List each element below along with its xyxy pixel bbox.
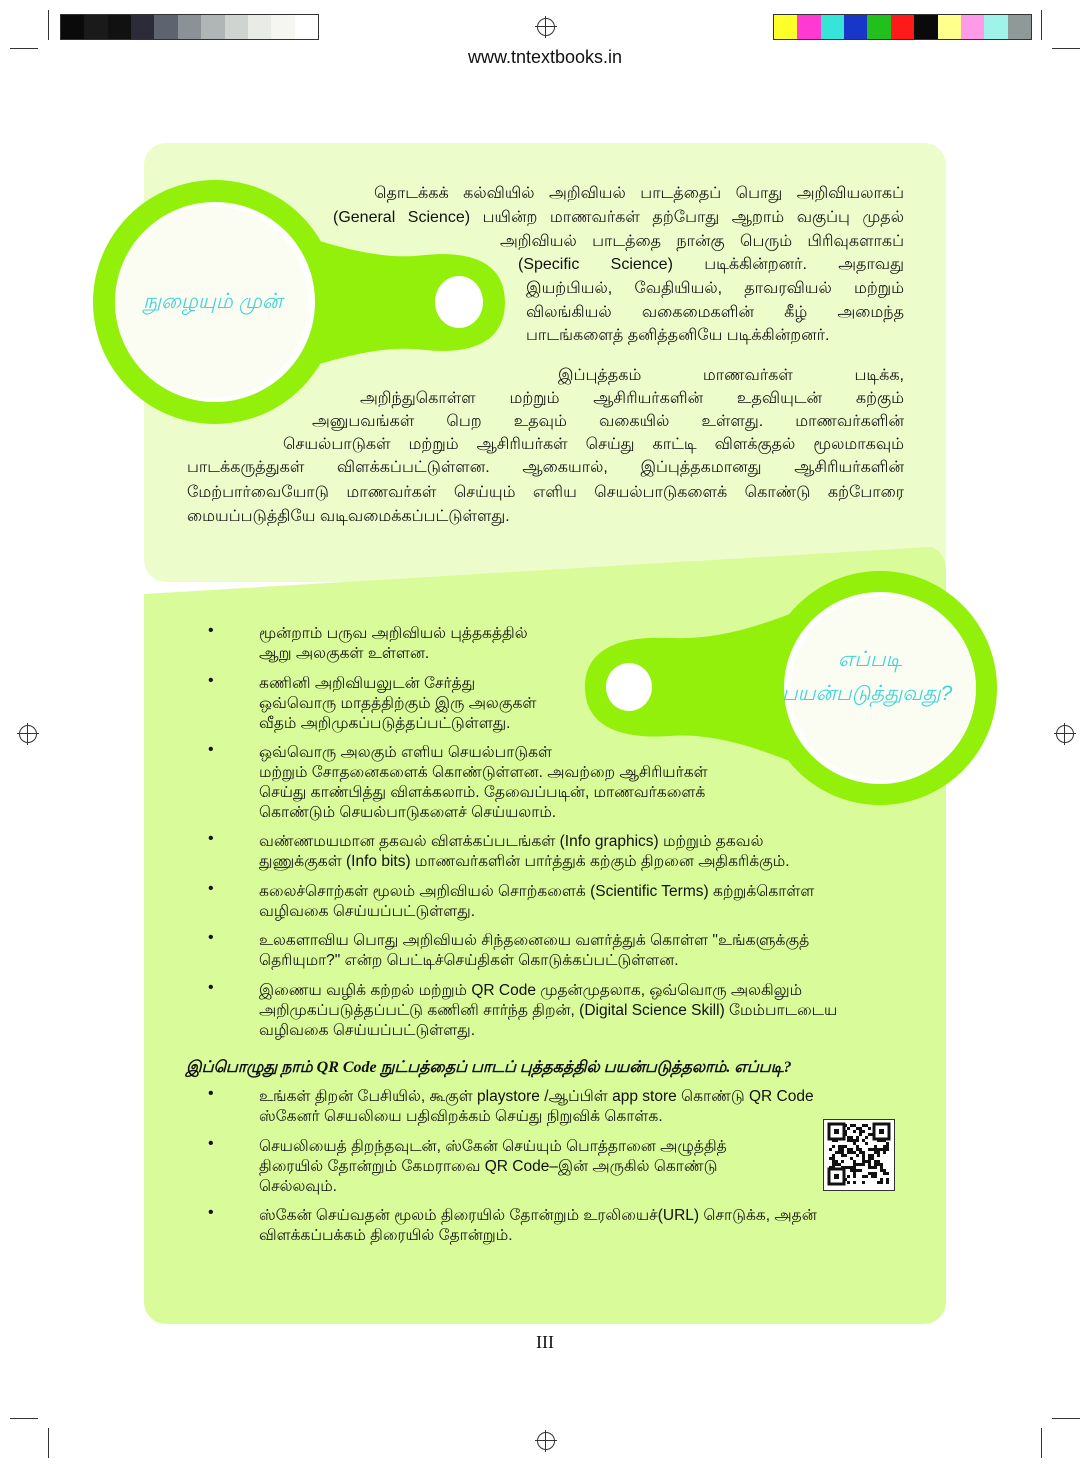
paragraph-line: மேற்பார்வையோடு மாணவர்கள் செய்யும் எளிய செயல்பாடுகளைக் கொண்டு கற்போரை bbox=[187, 484, 904, 501]
crop-mark bbox=[10, 1418, 38, 1419]
paragraph-line: தொடக்கக் கல்வியில் அறிவியல் பாடத்தைப் பொது அறிவியலாகப் bbox=[374, 185, 904, 202]
color-swatch bbox=[1008, 15, 1031, 39]
qr-code-image bbox=[823, 1119, 895, 1191]
list-item-text: ஸ்கேன் செய்வதன் மூலம் திரையில் தோன்றும் உரலியைச்(URL) சொடுக்க, அதன் bbox=[259, 1207, 817, 1224]
registration-mark-icon bbox=[537, 1432, 555, 1450]
qr-heading: இப்பொழுது நாம் QR Code நுட்பத்தைப் பாடப் புத்தகத்தில் பயன்படுத்தலாம். எப்படி? bbox=[186, 1059, 792, 1076]
paragraph-line: அனுபவங்கள் பெற உதவும் வகையில் உள்ளது. மாணவர்களின் bbox=[312, 413, 904, 430]
color-swatch bbox=[821, 15, 844, 39]
list-item-text: வழிவகை செய்யப்பட்டுள்ளது. bbox=[259, 1022, 476, 1039]
gray-swatch bbox=[225, 15, 248, 39]
howto-heading-line1: எப்படி bbox=[838, 648, 903, 671]
bullet-icon: • bbox=[208, 880, 214, 897]
list-item-text: கலைச்சொற்கள் மூலம் அறிவியல் சொற்களைக் (Scientific Terms) கற்றுக்கொள்ள bbox=[259, 883, 815, 900]
paragraph-line: இப்புத்தகம் மாணவர்கள் படிக்க, bbox=[558, 367, 904, 384]
list-item-text: துணுக்குகள் (Info bits) மாணவர்களின் பார்த்துக் கற்கும் திறனை அதிகரிக்கும். bbox=[259, 853, 790, 870]
bullet-icon: • bbox=[208, 979, 214, 996]
list-item-text: தெரியுமா?" என்ற பெட்டிச்செய்திகள் கொடுக்கப்பட்டுள்ளன. bbox=[259, 952, 679, 969]
paragraph-line: பாடங்களைத் தனித்தனியே படிக்கின்றனர். bbox=[526, 327, 830, 344]
list-item-text: மூன்றாம் பருவ அறிவியல் புத்தகத்தில் bbox=[259, 625, 528, 642]
gray-swatch bbox=[61, 15, 84, 39]
color-swatch bbox=[961, 15, 984, 39]
color-calibration-bar bbox=[773, 14, 1032, 40]
list-item-text: ஸ்கேனர் செயலியை பதிவிறக்கம் செய்து நிறுவிக் கொள்க. bbox=[259, 1108, 663, 1125]
gray-swatch bbox=[178, 15, 201, 39]
website-url: www.tntextbooks.in bbox=[467, 47, 623, 67]
gray-swatch bbox=[154, 15, 177, 39]
list-item-text: அறிமுகப்படுத்தப்பட்டு கணினி சார்ந்த திறன், (Digital Science Skill) மேம்பாடடைய bbox=[259, 1002, 838, 1019]
registration-mark-icon bbox=[537, 18, 555, 36]
registration-mark-icon bbox=[1056, 725, 1074, 743]
list-item-text: உங்கள் திறன் பேசியில், கூகுள் playstore /ஆப்பிள் app store கொண்டு QR Code bbox=[259, 1088, 814, 1105]
gray-swatch bbox=[248, 15, 271, 39]
color-swatch bbox=[797, 15, 820, 39]
list-item-text: ஒவ்வொரு மாதத்திற்கும் இரு அலகுகள் bbox=[259, 695, 537, 712]
registration-mark-icon bbox=[19, 725, 37, 743]
color-swatch bbox=[867, 15, 890, 39]
list-item-text: விளக்கப்பக்கம் திரையில் தோன்றும். bbox=[259, 1227, 513, 1244]
paragraph-line: (Specific Science) படிக்கின்றனர். அதாவது bbox=[518, 256, 904, 273]
bullet-icon: • bbox=[208, 672, 214, 689]
list-item-text: கொண்டும் செயல்பாடுகளைச் செய்யலாம். bbox=[259, 804, 557, 821]
crop-mark bbox=[48, 1428, 49, 1458]
gray-swatch bbox=[84, 15, 107, 39]
list-item-text: திரையில் தோன்றும் கேமராவை QR Code–இன் அருகில் கொண்டு bbox=[259, 1158, 718, 1175]
bullet-icon: • bbox=[208, 1135, 214, 1152]
gray-swatch bbox=[201, 15, 224, 39]
paragraph-line: அறிந்துகொள்ள மற்றும் ஆசிரியர்களின் உதவியுடன் கற்கும் bbox=[360, 390, 904, 407]
bullet-icon: • bbox=[208, 622, 214, 639]
gray-swatch bbox=[295, 15, 318, 39]
bullet-icon: • bbox=[208, 1085, 214, 1102]
bullet-icon: • bbox=[208, 741, 214, 758]
list-item-text: வீதம் அறிமுகப்படுத்தப்பட்டுள்ளது. bbox=[259, 715, 511, 732]
list-item-text: மற்றும் சோதனைகளைக் கொண்டுள்ளன. அவற்றை ஆசிரியர்கள் bbox=[259, 764, 708, 781]
gray-swatch bbox=[108, 15, 131, 39]
list-item-text: செல்லவும். bbox=[259, 1178, 337, 1195]
color-swatch bbox=[914, 15, 937, 39]
paragraph-line: விலங்கியல் வகைமைகளின் கீழ் அமைந்த bbox=[526, 304, 904, 321]
color-swatch bbox=[938, 15, 961, 39]
color-swatch bbox=[984, 15, 1007, 39]
list-item-text: கணினி அறிவியலுடன் சேர்த்து bbox=[259, 675, 476, 692]
color-swatch bbox=[844, 15, 867, 39]
intro-heading: நுழையும் முன் bbox=[143, 290, 283, 313]
gray-swatch bbox=[131, 15, 154, 39]
paragraph-line: (General Science) பயின்ற மாணவர்கள் தற்போது ஆறாம் வகுப்பு முதல் bbox=[333, 209, 904, 226]
gray-swatch bbox=[271, 15, 294, 39]
page-number: III bbox=[536, 1332, 554, 1352]
howto-heading-line2: பயன்படுத்துவது? bbox=[782, 682, 953, 705]
list-item-text: உலகளாவிய பொது அறிவியல் சிந்தனையை வளர்த்துக் கொள்ள "உங்களுக்குத் bbox=[259, 932, 810, 949]
paragraph-line: அறிவியல் பாடத்தை நான்கு பெரும் பிரிவுகளாகப் bbox=[500, 233, 904, 250]
list-item-text: வழிவகை செய்யப்பட்டுள்ளது. bbox=[259, 903, 476, 920]
crop-mark bbox=[1041, 10, 1042, 40]
crop-mark bbox=[1041, 1428, 1042, 1458]
list-item-text: ஒவ்வொரு அலகும் எளிய செயல்பாடுகள் bbox=[259, 744, 553, 761]
bullet-icon: • bbox=[208, 1204, 214, 1221]
list-item-text: வண்ணமயமான தகவல் விளக்கப்படங்கள் (Info graphics) மற்றும் தகவல் bbox=[259, 833, 764, 850]
paragraph-line: செயல்பாடுகள் மற்றும் ஆசிரியர்கள் செய்து காட்டி விளக்குதல் மூலமாகவும் bbox=[283, 436, 904, 453]
list-item-text: செயலியைத் திறந்தவுடன், ஸ்கேன் செய்யும் பொத்தானை அழுத்தித் bbox=[259, 1138, 727, 1155]
list-item-text: இணைய வழிக் கற்றல் மற்றும் QR Code முதன்முதலாக, ஒவ்வொரு அலகிலும் bbox=[259, 982, 803, 999]
crop-mark bbox=[1052, 1418, 1080, 1419]
list-item-text: ஆறு அலகுகள் உள்ளன. bbox=[259, 645, 430, 662]
paragraph-line: மையப்படுத்தியே வடிவமைக்கப்பட்டுள்ளது. bbox=[187, 508, 510, 525]
crop-mark bbox=[48, 10, 49, 40]
color-swatch bbox=[891, 15, 914, 39]
bullet-icon: • bbox=[208, 830, 214, 847]
paragraph-line: இயற்பியல், வேதியியல், தாவரவியல் மற்றும் bbox=[526, 280, 904, 297]
paragraph-line: பாடக்கருத்துகள் விளக்கப்பட்டுள்ளன. ஆகையால், இப்புத்தகமானது ஆசிரியர்களின் bbox=[187, 459, 904, 476]
color-swatch bbox=[774, 15, 797, 39]
grayscale-calibration-bar bbox=[60, 14, 319, 40]
list-item-text: செய்து காண்பித்து விளக்கலாம். தேவைப்படின், மாணவர்களைக் bbox=[259, 784, 706, 801]
bullet-icon: • bbox=[208, 929, 214, 946]
